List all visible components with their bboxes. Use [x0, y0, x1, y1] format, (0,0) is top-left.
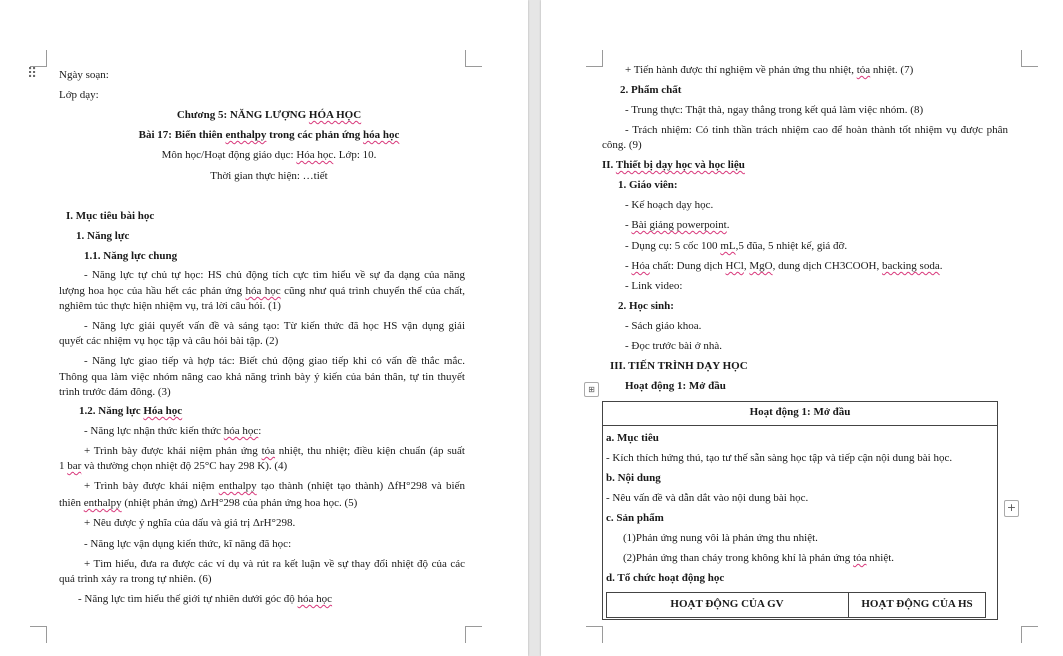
- paragraph-line: thiên enthalpy (nhiệt phản ứng) ΔrH°298 của phản ứng hoa học. (5): [59, 497, 358, 509]
- list-item: - Hóa chất: Dung dịch HCl, MgO, dung dịch CH3COOH, backing soda.: [625, 260, 943, 272]
- crop-mark: [465, 50, 482, 67]
- section-heading: 2. Phẩm chất: [620, 84, 682, 96]
- paragraph-line: - Trách nhiệm: Có tinh thần trách nhiệm cao để hoàn thành tốt nhiệm vụ được phân: [625, 124, 1008, 136]
- paragraph-line: + Tiến hành được thí nghiệm về phản ứng thu nhiệt, tỏa nhiệt. (7): [625, 64, 914, 76]
- duration-line: Thời gian thực hiện: …tiết: [210, 170, 328, 182]
- list-item: - Đọc trước bài ở nhà.: [625, 340, 723, 352]
- drag-handle-icon[interactable]: ⠿: [27, 66, 38, 82]
- table-cell-text: (1)Phản ứng nung vôi là phản ứng thu nhiệt.: [623, 532, 818, 544]
- list-item: - Dụng cụ: 5 cốc 100 mL,5 đũa, 5 nhiệt kế, giá đỡ.: [625, 240, 848, 252]
- paragraph-line: 1 bar và thường chọn nhiệt độ 25°C hay 298 K). (4): [59, 460, 288, 472]
- list-item: - Kế hoạch dạy học.: [625, 199, 714, 211]
- table-header-cell: Hoạt động 1: Mở đầu: [749, 406, 851, 418]
- paragraph-line: công. (9): [602, 139, 642, 151]
- crop-mark: [586, 50, 603, 67]
- paragraph-line: lượng hoa học của hầu hết các phản ứng hóa học cũng như quá trình chuyển thể của chất,: [59, 285, 466, 297]
- paragraph-line: quá trình xảy ra trong tự nhiên. (6): [59, 573, 212, 585]
- crop-mark: [30, 50, 47, 67]
- add-row-button[interactable]: +: [1004, 500, 1019, 517]
- student-activity-header: HOẠT ĐỘNG CỦA HS: [861, 598, 973, 610]
- paragraph-line: + Trình bày được khái niệm enthalpy tạo thành (nhiệt tạo thành) ΔfH°298 và biến: [84, 480, 465, 492]
- crop-mark: [1021, 50, 1038, 67]
- paragraph-line: quyết các nhiệm vụ học tập và câu hỏi bài tập. (2): [59, 335, 279, 347]
- paragraph-line: - Năng lực tự chủ tự học: HS chủ động tích cực tìm hiểu về sự đa dạng của năng: [84, 269, 465, 281]
- paragraph-line: - Năng lực giao tiếp và hợp tác: Biết chủ động giao tiếp khi có vấn đề thắc mắc.: [84, 355, 465, 367]
- table-cell-heading: d. Tổ chức hoạt động học: [606, 572, 725, 584]
- teacher-activity-header: HOẠT ĐỘNG CỦA GV: [670, 598, 784, 610]
- crop-mark: [586, 626, 603, 643]
- activity-table[interactable]: [602, 401, 998, 620]
- list-item: - Bài giảng powerpoint.: [625, 219, 730, 231]
- document-page-2[interactable]: [541, 0, 1063, 656]
- paragraph-line: - Năng lực tìm hiểu thế giới tự nhiên dưới góc độ hóa học: [78, 593, 333, 605]
- list-item: - Link video:: [625, 280, 683, 292]
- subject-line: Môn học/Hoạt động giáo dục: Hóa học. Lớp: 10.: [161, 149, 377, 161]
- table-cell-text: (2)Phản ứng than cháy trong không khí là phản ứng tỏa nhiệt.: [623, 552, 895, 564]
- class-field-label: Lớp dạy:: [59, 89, 99, 101]
- lesson-title: Bài 17: Biến thiên enthalpy trong các phản ứng hóa học: [138, 129, 400, 141]
- paragraph-line: - Năng lực vận dụng kiến thức, kĩ năng đã học:: [84, 538, 292, 550]
- section-heading: I. Mục tiêu bài học: [66, 210, 155, 222]
- paragraph-line: - Trung thực: Thật thà, ngay thẳng trong kết quả làm việc nhóm. (8): [625, 104, 924, 116]
- section-heading: Hoạt động 1: Mở đầu: [625, 380, 726, 392]
- table-cell-heading: b. Nội dung: [606, 472, 661, 484]
- list-item: - Sách giáo khoa.: [625, 320, 702, 332]
- section-heading: III. TIẾN TRÌNH DẠY HỌC: [610, 360, 748, 372]
- paragraph-line: + Nêu được ý nghĩa của dấu và giá trị ΔrH°298.: [84, 517, 296, 529]
- section-heading: 1.2. Năng lực Hóa học: [79, 405, 183, 417]
- paragraph-line: - Năng lực giải quyết vấn đề và sáng tạo: Từ kiến thức đã học HS vận dụng giải: [84, 320, 465, 332]
- table-divider: [602, 425, 997, 426]
- section-heading: 1. Giáo viên:: [618, 179, 678, 191]
- crop-mark: [465, 626, 482, 643]
- section-heading: 2. Học sinh:: [618, 300, 674, 312]
- paragraph-line: Thông qua làm việc nhóm nâng cao khả năng trình bày ý kiến của bản thân, tự tin thuyết: [59, 371, 465, 383]
- crop-mark: [30, 626, 47, 643]
- paragraph-line: - Năng lực nhận thức kiến thức hóa học:: [84, 425, 262, 437]
- paragraph-line: nghiêm túc thực hiện nhiệm vụ, trả lời câu hỏi. (1): [59, 300, 281, 312]
- table-cell-text: - Kích thích hứng thú, tạo tư thế sẵn sàng học tập và tiếp cận nội dung bài học.: [606, 452, 953, 464]
- table-move-handle-icon[interactable]: ⊞: [584, 382, 599, 397]
- section-heading: 1. Năng lực: [76, 230, 130, 242]
- document-page-1[interactable]: [0, 0, 528, 656]
- section-heading: 1.1. Năng lực chung: [84, 250, 178, 262]
- table-cell-heading: a. Mục tiêu: [606, 432, 659, 444]
- table-cell-heading: c. Sản phẩm: [606, 512, 664, 524]
- crop-mark: [1021, 626, 1038, 643]
- paragraph-line: trình trước đám đông. (3): [59, 386, 171, 398]
- table-cell-text: - Nêu vấn đề và dẫn dắt vào nội dung bài học.: [606, 492, 809, 504]
- chapter-title: Chương 5: NĂNG LƯỢNG HÓA HỌC: [176, 109, 362, 121]
- paragraph-line: + Trình bày được khái niệm phản ứng tỏa nhiệt, thu nhiệt; điều kiện chuẩn (áp suất: [84, 445, 465, 457]
- paragraph-line: + Tìm hiểu, đưa ra được các ví dụ và rút ra kết luận về sự thay đổi nhiệt độ của các: [84, 558, 465, 570]
- date-field-label: Ngày soạn:: [59, 69, 109, 81]
- section-heading: II. Thiết bị dạy học và học liệu: [602, 159, 745, 171]
